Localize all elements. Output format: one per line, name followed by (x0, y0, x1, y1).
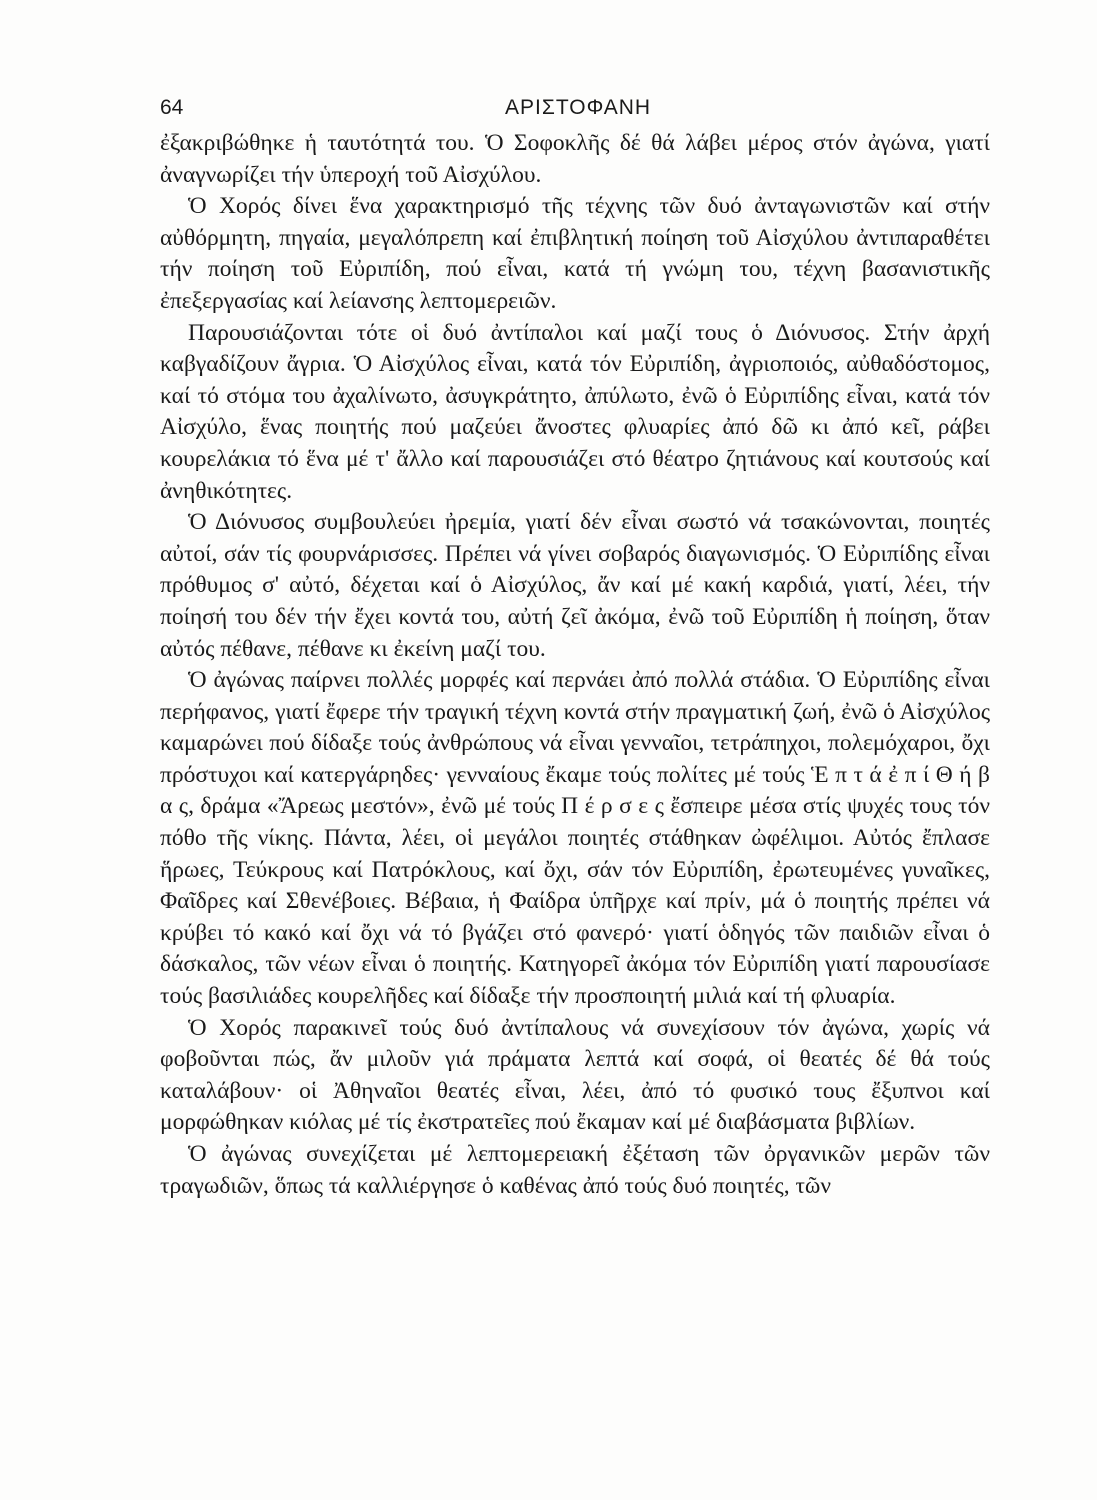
page-header (160, 94, 990, 130)
paragraph: Ὁ Χορός δίνει ἕνα χαρακτηρισμό τῆς τέχνης τῶν δυό ἀνταγωνιστῶν καί στήν αὐθόρμητη, πηγαία, μεγαλόπρεπη καί ἐπιβλητική ποίηση τοῦ Αἰσχύλου ἀντιπαραθέτει τήν ποίηση τοῦ Εὐριπίδη, πού εἶναι, κατά τή γνώμη του, τέχνη βασανιστικῆς ἐπεξεργασίας καί λείανσης λεπτομερειῶν. (160, 193, 990, 314)
running-title: ΑΡΙΣΤΟΦΑΝΗ (505, 96, 652, 119)
body-text (160, 128, 990, 1202)
paragraph: Παρουσιάζονται τότε οἱ δυό ἀντίπαλοι καί μαζί τους ὁ Διόνυσος. Στήν ἀρχή καβγαδίζουν ἄγρια. Ὁ Αἰσχύλος εἶναι, κατά τόν Εὐριπίδη, ἀγριοποιός, αὐθαδόστομος, καί τό στόμα του ἀχαλίνωτο, ἀσυγκράτητο, ἀπύλωτο, ἐνῶ ὁ Εὐριπίδης εἶναι, κατά τόν Αἰσχύλο, ἕνας ποιητής πού μαζεύει ἄνοστες φλυαρίες ἀπό δῶ κι ἀπό κεῖ, ράβει κουρελάκια τό ἕνα μέ τ' ἄλλο καί παρουσιάζει στό θέατρο ζητιάνους καί κουτσούς καί ἀνηθικότητες. (160, 319, 990, 504)
paragraph: ἐξακριβώθηκε ἡ ταυτότητά του. Ὁ Σοφοκλῆς δέ θά λάβει μέρος στόν ἀγώνα, γιατί ἀναγνωρίζει τήν ὑπεροχή τοῦ Αἰσχύλου. (160, 130, 990, 188)
paragraph: Ὁ Χορός παρακινεῖ τούς δυό ἀντίπαλους νά συνεχίσουν τόν ἀγώνα, χωρίς νά φοβοῦνται πώς, ἄν μιλοῦν γιά πράματα λεπτά καί σοφά, οἱ θεατές δέ θά τούς καταλάβουν· οἱ Ἀθηναῖοι θεατές εἶναι, λέει, ἀπό τό φυσικό τους ἔξυπνοι καί μορφώθηκαν κιόλας μέ τίς ἐκστρατεῖες πού ἔκαμαν καί μέ διαβάσματα βιβλίων. (160, 1014, 990, 1136)
page-number: 64 (160, 96, 184, 119)
paragraph: Ὁ Διόνυσος συμβουλεύει ἠρεμία, γιατί δέν εἶναι σωστό νά τσακώνονται, ποιητές αὐτοί, σάν τίς φουρνάρισσες. Πρέπει νά γίνει σοβαρός διαγωνισμός. Ὁ Εὐριπίδης εἶναι πρόθυμος σ' αὐτό, δέχεται καί ὁ Αἰσχύλος, ἄν καί μέ κακή καρδιά, γιατί, λέει, τήν ποίησή του δέν τήν ἔχει κοντά του, αὐτή ζεῖ ἀκόμα, ἐνῶ τοῦ Εὐριπίδη ἡ ποίηση, ὅταν αὐτός πέθανε, πέθανε κι ἐκείνη μαζί του. (160, 509, 990, 662)
paragraph: Ὁ ἀγώνας συνεχίζεται μέ λεπτομερειακή ἐξέταση τῶν ὀργανικῶν μερῶν τῶν τραγωδιῶν, ὅπως τά καλλιέργησε ὁ καθένας ἀπό τούς δυό ποιητές, τῶν (160, 1141, 990, 1199)
paragraph: Ὁ ἀγώνας παίρνει πολλές μορφές καί περνάει ἀπό πολλά στάδια. Ὁ Εὐριπίδης εἶναι περήφανος, γιατί ἔφερε τήν τραγική τέχνη κοντά στήν πραγματική ζωή, ἐνῶ ὁ Αἰσχύλος καμαρώνει πού δίδαξε τούς ἀνθρώπους νά εἶναι γενναῖοι, τετράπηχοι, πολεμόχαροι, ὄχι πρόστυχοι καί κατεργάρηδες· γενναίους ἔκαμε τούς πολίτες μέ τούς Ἑ π τ ά ἐ π ί Θ ή β α ς, δράμα «Ἄρεως μεστόν», ἐνῶ μέ τούς Π έ ρ σ ε ς ἔσπειρε μέσα στίς ψυχές τους τόν πόθο τῆς νίκης. Πάντα, λέει, οἱ μεγάλοι ποιητές στάθηκαν ὠφέλιμοι. Αὐτός ἔπλασε ἥρωες, Τεύκρους καί Πατρόκλους, καί ὄχι, σάν τόν Εὐριπίδη, ἐρωτευμένες γυναῖκες, Φαῖδρες καί Σθενέβοιες. Βέβαια, ἡ Φαίδρα ὑπῆρχε καί πρίν, μά ὁ ποιητής πρέπει νά κρύβει τό κακό καί ὄχι νά τό βγάζει στό φανερό· γιατί ὁδηγός τῶν παιδιῶν εἶναι ὁ δάσκαλος, τῶν νέων εἶναι ὁ ποιητής. Κατηγορεῖ ἀκόμα τόν Εὐριπίδη γιατί παρουσίασε τούς βασιλιάδες κουρελῆδες καί δίδαξε τήν προσποιητή μιλιά καί τή φλυαρία. (160, 667, 990, 1010)
